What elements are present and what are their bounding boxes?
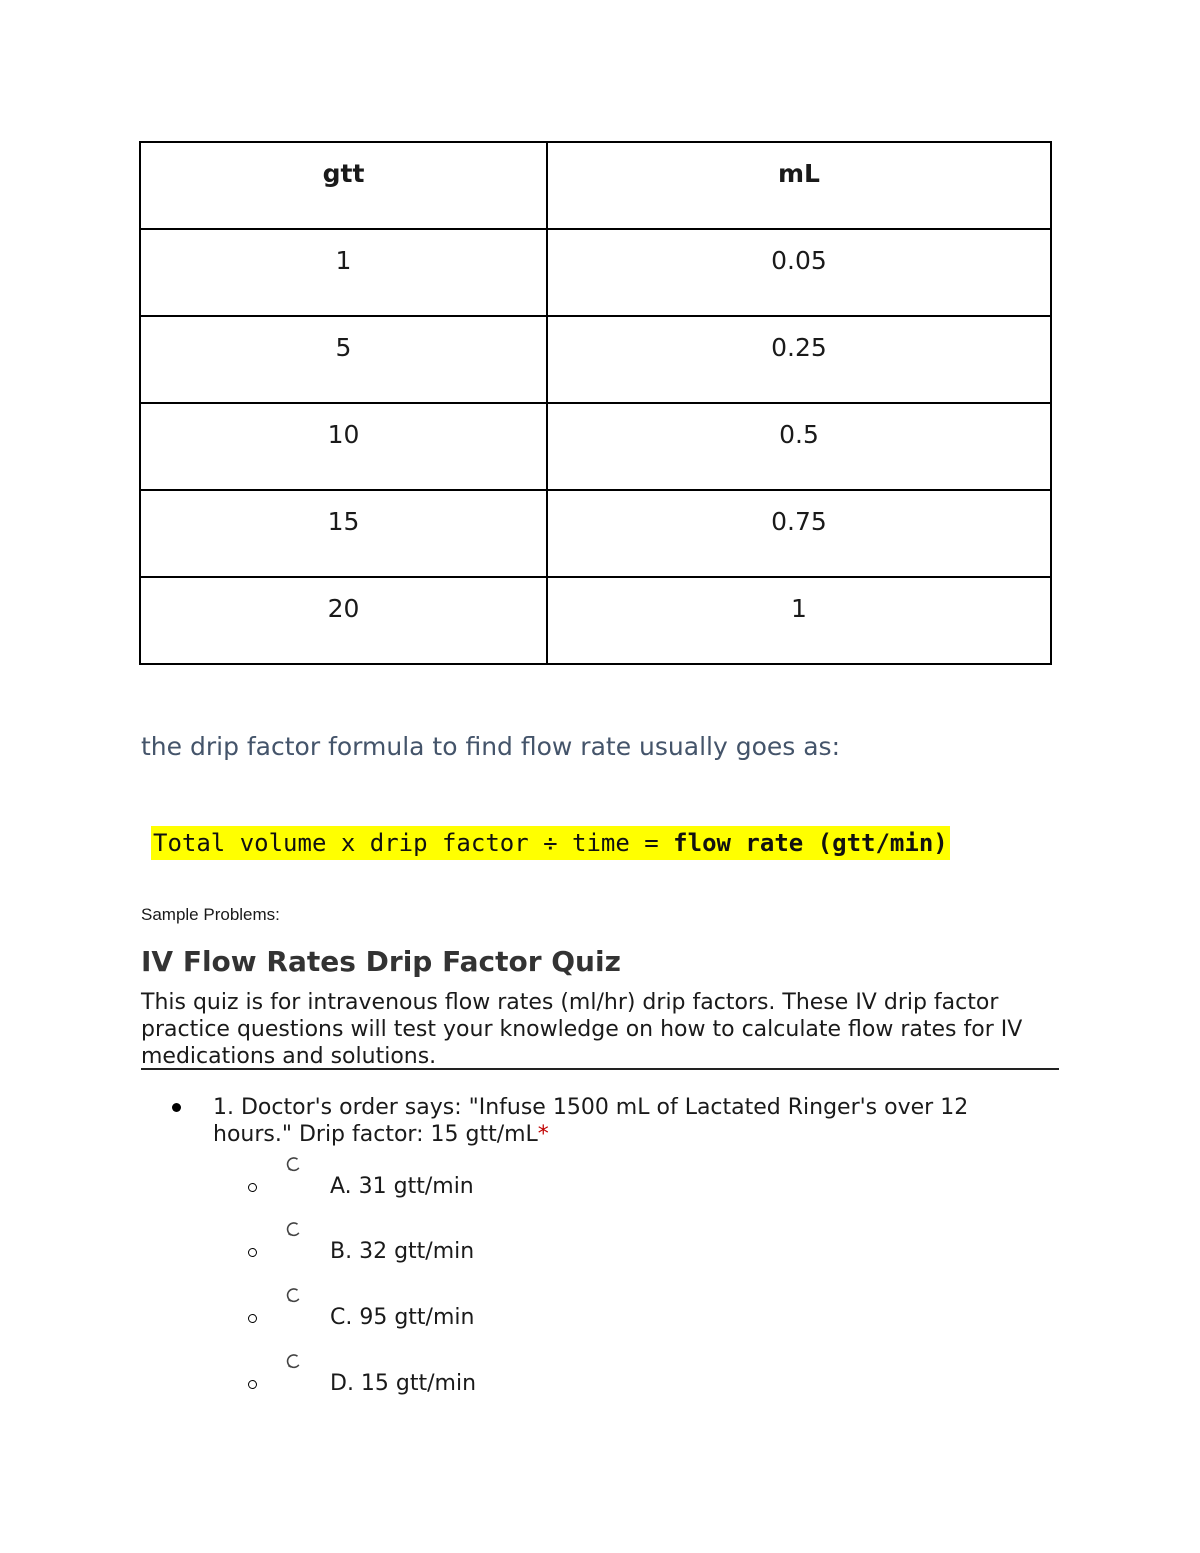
table-cell-ml: 0.75: [547, 490, 1051, 577]
question-1-text: [213, 1094, 1043, 1148]
answer-option-a: [0, 1155, 1200, 1215]
radio-button-icon[interactable]: [284, 1155, 302, 1173]
option-bullet-icon: [248, 1380, 257, 1389]
table-cell-gtt: 15: [140, 490, 547, 577]
option-label[interactable]: D. 15 gtt/min: [330, 1371, 477, 1396]
option-label[interactable]: A. 31 gtt/min: [330, 1174, 474, 1199]
formula-expression: Total volume x drip factor ÷ time =: [153, 829, 674, 857]
table-cell-ml: 0.05: [547, 229, 1051, 316]
option-bullet-icon: [248, 1314, 257, 1323]
table-row: [140, 577, 1051, 664]
table-cell-gtt: 1: [140, 229, 547, 316]
radio-button-icon[interactable]: [284, 1286, 302, 1304]
table-row: [140, 316, 1051, 403]
radio-button-icon[interactable]: [284, 1220, 302, 1238]
quiz-title: IV Flow Rates Drip Factor Quiz: [141, 945, 621, 978]
table-header-row: [140, 142, 1051, 229]
flow-rate-formula: [151, 826, 950, 860]
option-bullet-icon: [248, 1248, 257, 1257]
option-bullet-icon: [248, 1183, 257, 1192]
table-cell-gtt: 5: [140, 316, 547, 403]
sample-problems-label: Sample Problems:: [141, 905, 280, 924]
answer-option-d: [0, 1352, 1200, 1412]
table-row: [140, 403, 1051, 490]
option-label[interactable]: C. 95 gtt/min: [330, 1305, 475, 1330]
quiz-divider: [141, 1068, 1059, 1070]
table-cell-ml: 0.5: [547, 403, 1051, 490]
answer-option-c: [0, 1286, 1200, 1346]
table-row: [140, 229, 1051, 316]
gtt-ml-conversion-table: [139, 141, 1052, 665]
table-cell-gtt: 10: [140, 403, 547, 490]
option-label[interactable]: B. 32 gtt/min: [330, 1239, 475, 1264]
formula-result: flow rate: [673, 829, 804, 857]
table-cell-ml: 1: [547, 577, 1051, 664]
table-header-ml: mL: [547, 142, 1051, 229]
table-row: [140, 490, 1051, 577]
answer-option-b: [0, 1220, 1200, 1280]
table-header-gtt: gtt: [140, 142, 547, 229]
quiz-description: This quiz is for intravenous flow rates (ml/hr) drip factors. These IV drip factor practice questions will test your knowledge on how to calculate flow rates for IV medications and solutions.: [141, 990, 1023, 1069]
question-bullet-icon: [172, 1103, 181, 1112]
table-cell-gtt: 20: [140, 577, 547, 664]
required-asterisk: *: [537, 1122, 549, 1147]
formula-intro-text: the drip factor formula to find flow rate usually goes as:: [141, 732, 840, 761]
table-cell-ml: 0.25: [547, 316, 1051, 403]
radio-button-icon[interactable]: [284, 1352, 302, 1370]
question-1-prompt: 1. Doctor's order says: "Infuse 1500 mL of Lactated Ringer's over 12 hours." Drip factor: 15 gtt/mL: [213, 1095, 969, 1147]
formula-unit: (gtt/min): [803, 829, 948, 857]
